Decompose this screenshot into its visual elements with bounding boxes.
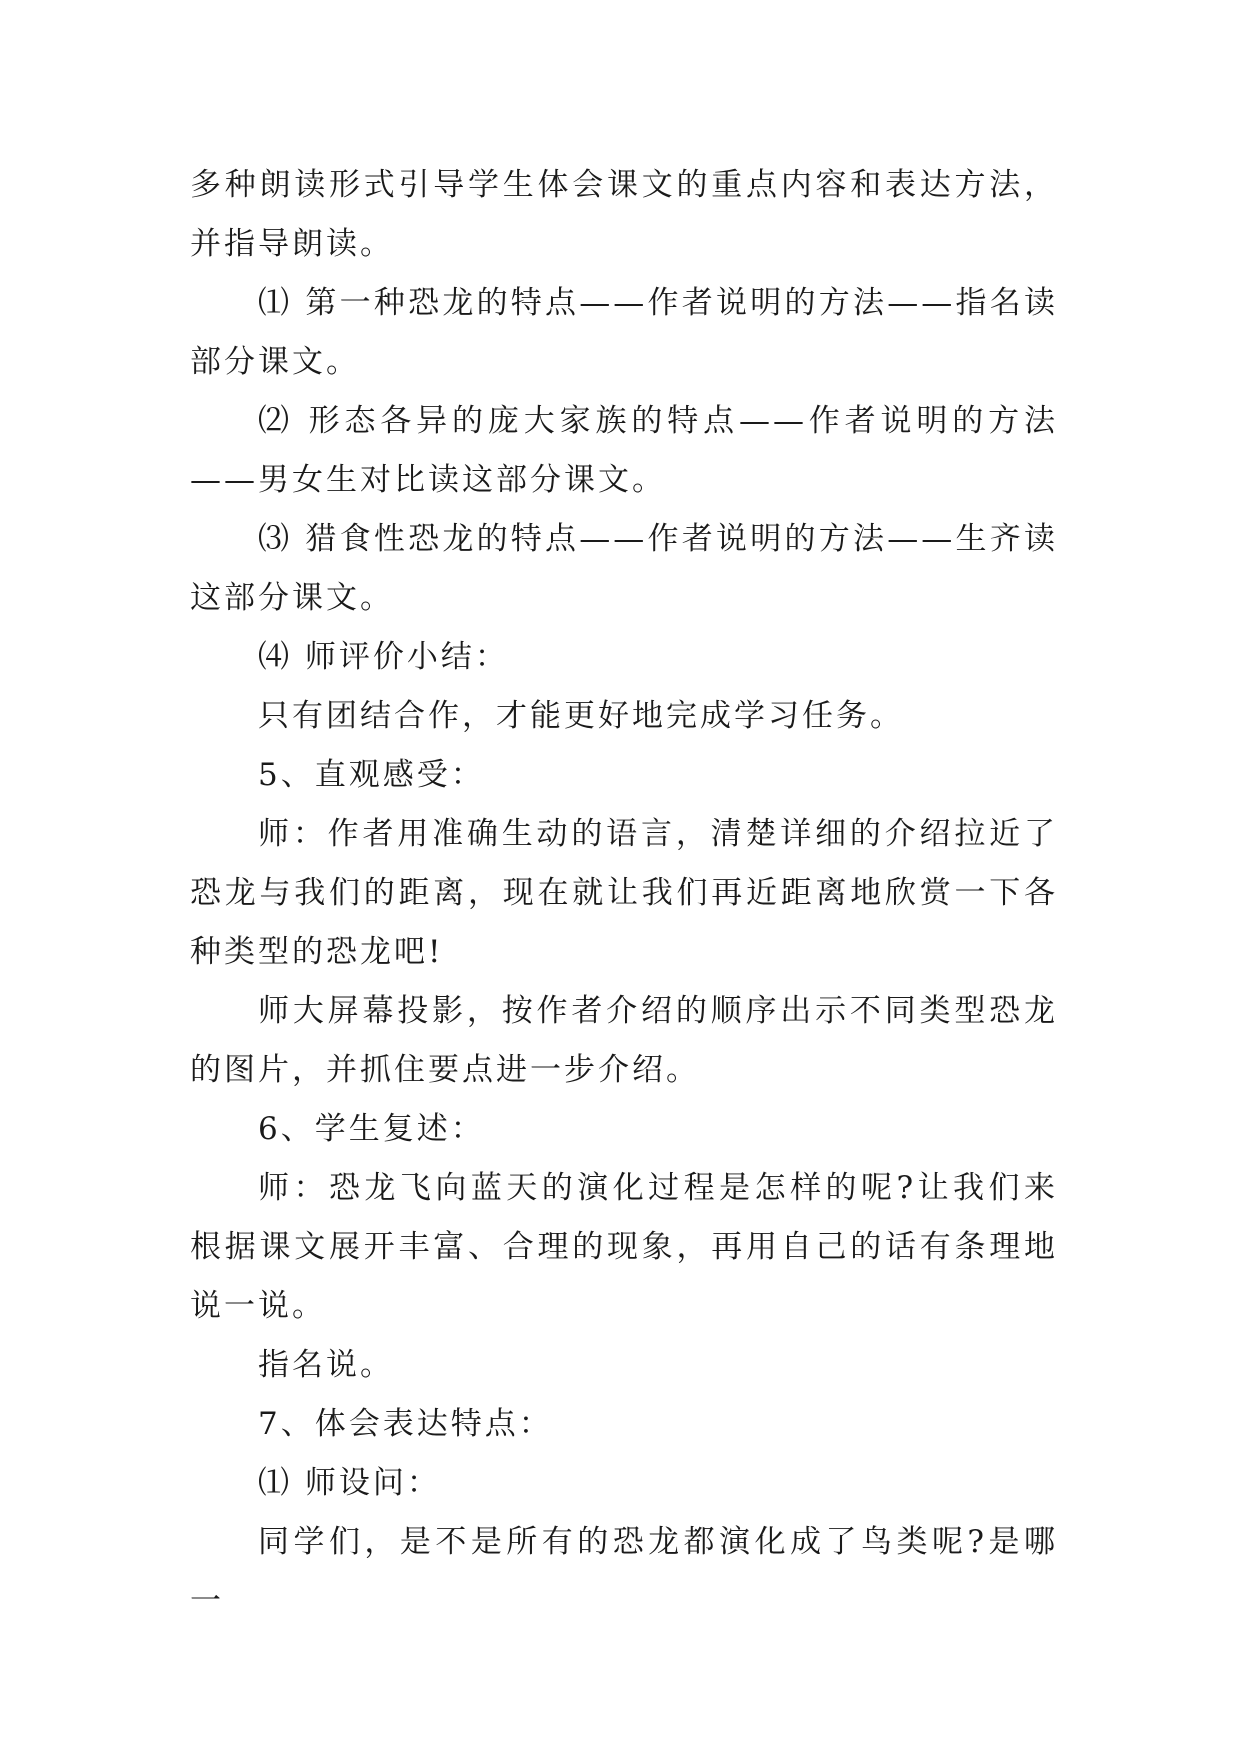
paragraph-15: 同学们，是不是所有的恐龙都演化成了鸟类呢?是哪一 [190, 1524, 1058, 1619]
paragraph-4: ⑶ 猎食性恐龙的特点——作者说明的方法——生齐读这部分课文。 [190, 521, 1058, 616]
paragraph-1: 多种朗读形式引导学生体会课文的重点内容和表达方法，并指导朗读。 [190, 167, 1058, 262]
paragraph-13: 7、体会表达特点： [258, 1406, 553, 1442]
paragraph-9: 师大屏幕投影，按作者介绍的顺序出示不同类型恐龙的图片，并抓住要点进一步介绍。 [190, 993, 1058, 1088]
paragraph-8: 师：作者用准确生动的语言，清楚详细的介绍拉近了恐龙与我们的距离，现在就让我们再近距离地欣赏一下各种类型的恐龙吧! [190, 816, 1058, 970]
paragraph-10: 6、学生复述： [258, 1111, 485, 1147]
paragraph-5: ⑷ 师评价小结： [258, 639, 509, 675]
paragraph-12: 指名说。 [258, 1347, 394, 1383]
document-body [190, 156, 1058, 1631]
paragraph-11: 师：恐龙飞向蓝天的演化过程是怎样的呢?让我们来根据课文展开丰富、合理的现象，再用自己的话有条理地说一说。 [190, 1170, 1058, 1324]
paragraph-7: 5、直观感受： [258, 757, 485, 793]
paragraph-3: ⑵ 形态各异的庞大家族的特点——作者说明的方法——男女生对比读这部分课文。 [190, 403, 1058, 498]
paragraph-6: 只有团结合作，才能更好地完成学习任务。 [258, 698, 904, 734]
paragraph-14: ⑴ 师设问： [258, 1465, 441, 1501]
paragraph-2: ⑴ 第一种恐龙的特点——作者说明的方法——指名读部分课文。 [190, 285, 1058, 380]
